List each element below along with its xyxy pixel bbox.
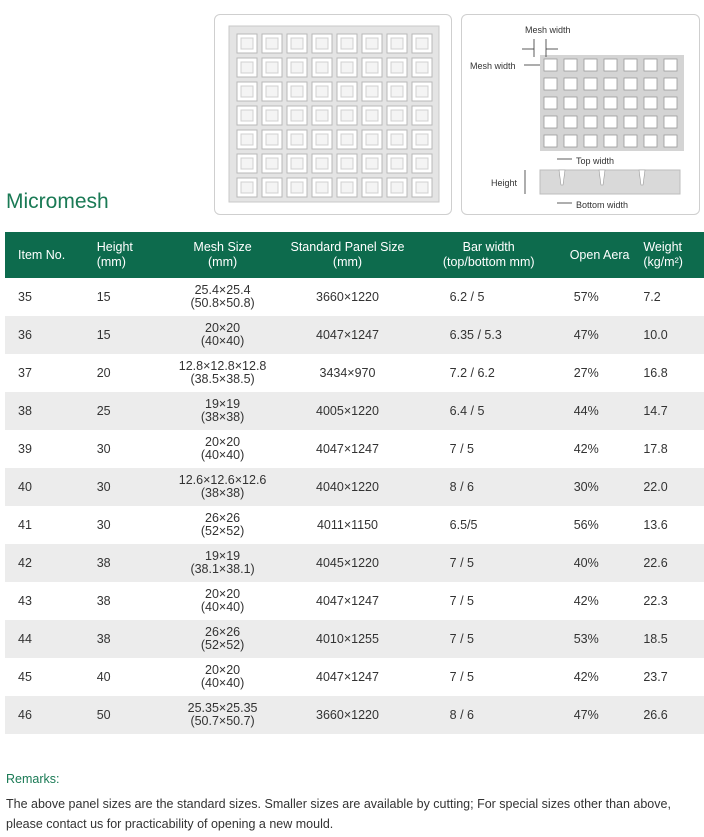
cell-panel-size: 3660×1220 xyxy=(277,696,417,734)
cell-mesh-size: 20×20 (40×40) xyxy=(168,316,277,354)
cell-height: 38 xyxy=(87,620,168,658)
cell-item-no: 46 xyxy=(5,696,87,734)
cell-bar-width: 6.35 / 5.3 xyxy=(418,316,560,354)
cell-weight: 18.5 xyxy=(633,620,704,658)
cell-bar-width: 7 / 5 xyxy=(449,669,474,684)
cell-weight: 14.7 xyxy=(633,392,704,430)
table-row xyxy=(5,658,704,696)
table-row xyxy=(5,316,704,354)
section-title: Micromesh xyxy=(6,190,109,213)
cell-open-area: 47% xyxy=(560,316,634,354)
cell-panel-size: 4047×1247 xyxy=(316,441,379,456)
cell-panel-size: 4047×1247 xyxy=(316,669,379,684)
dimension-diagram xyxy=(461,14,700,215)
cell-weight: 23.7 xyxy=(643,669,668,684)
cell-item-no: 37 xyxy=(18,365,32,380)
grating-photo-illustration xyxy=(215,15,451,214)
cell-mesh-size: 26×26 (52×52) xyxy=(200,511,245,538)
mesh-width-left-label: Mesh width xyxy=(470,61,516,71)
mesh-diagram-illustration xyxy=(462,15,699,214)
table-row xyxy=(5,506,704,544)
table-row xyxy=(5,582,704,620)
cell-weight: 26.6 xyxy=(633,696,704,734)
cell-open-area: 30% xyxy=(560,468,634,506)
cell-mesh-size: 20×20 (40×40) xyxy=(200,663,245,690)
cell-mesh-size: 26×26 (52×52) xyxy=(168,620,277,658)
cell-open-area: 53% xyxy=(560,620,634,658)
table-row xyxy=(5,620,704,658)
col-header-bar-width: Bar width (top/bottom mm) xyxy=(418,232,560,278)
top-width-label: Top width xyxy=(576,156,615,166)
cell-height: 30 xyxy=(87,468,168,506)
cell-item-no: 36 xyxy=(5,316,87,354)
cell-height: 50 xyxy=(87,696,168,734)
cell-item-no: 43 xyxy=(18,593,32,608)
cell-bar-width: 8 / 6 xyxy=(418,468,560,506)
cell-open-area: 44% xyxy=(560,392,634,430)
mesh-width-top-label: Mesh width xyxy=(525,25,571,35)
cell-bar-width: 7.2 / 6.2 xyxy=(449,365,495,380)
cell-weight: 22.0 xyxy=(633,468,704,506)
cell-panel-size: 4010×1255 xyxy=(277,620,417,658)
cell-item-no: 39 xyxy=(18,441,32,456)
table-header-row xyxy=(5,232,704,278)
cell-mesh-size: 20×20 (40×40) xyxy=(200,435,245,462)
cell-bar-width: 8 / 6 xyxy=(418,696,560,734)
remarks-title: Remarks: xyxy=(6,772,60,786)
cell-open-area: 42% xyxy=(573,441,599,456)
cell-height: 38 xyxy=(87,544,168,582)
cell-height: 15 xyxy=(96,289,111,304)
col-header-open-area: Open Aera xyxy=(560,232,634,278)
cell-height: 20 xyxy=(96,365,111,380)
cell-mesh-size: 25.35×25.35 (50.7×50.7) xyxy=(168,696,277,734)
cell-panel-size: 4011×1150 xyxy=(316,517,379,532)
cell-mesh-size: 19×19 (38×38) xyxy=(168,392,277,430)
table-row xyxy=(5,392,704,430)
cell-bar-width: 7 / 5 xyxy=(418,544,560,582)
cell-bar-width: 7 / 5 xyxy=(418,620,560,658)
cell-height: 30 xyxy=(96,441,111,456)
table-row xyxy=(5,468,704,506)
cell-height: 25 xyxy=(87,392,168,430)
cell-open-area: 47% xyxy=(560,696,634,734)
cell-weight: 7.2 xyxy=(643,289,661,304)
cell-height: 40 xyxy=(96,669,111,684)
cell-bar-width: 6.2 / 5 xyxy=(449,289,485,304)
col-header-weight: Weight (kg/m²) xyxy=(633,232,704,278)
cell-panel-size: 4047×1247 xyxy=(277,316,417,354)
table-row xyxy=(5,696,704,734)
cell-item-no: 40 xyxy=(5,468,87,506)
table-row xyxy=(5,354,704,392)
cell-panel-size: 4005×1220 xyxy=(277,392,417,430)
cell-panel-size: 3660×1220 xyxy=(316,289,379,304)
cell-item-no: 41 xyxy=(18,517,32,532)
col-header-height: Height (mm) xyxy=(87,232,168,278)
col-header-item: Item No. xyxy=(5,232,87,278)
cell-bar-width: 7 / 5 xyxy=(449,593,474,608)
cell-panel-size: 4047×1247 xyxy=(316,593,379,608)
cell-item-no: 44 xyxy=(5,620,87,658)
cell-item-no: 42 xyxy=(5,544,87,582)
cell-bar-width: 6.4 / 5 xyxy=(418,392,560,430)
cell-open-area: 27% xyxy=(573,365,599,380)
cell-panel-size: 4040×1220 xyxy=(277,468,417,506)
cell-open-area: 56% xyxy=(573,517,599,532)
cell-height: 30 xyxy=(96,517,111,532)
cell-mesh-size: 12.8×12.8×12.8 (38.5×38.5) xyxy=(178,359,267,386)
remarks-text: The above panel sizes are the standard sizes. Smaller sizes are available by cutting; For special sizes other than above, please contact us for practicability of opening a new mould. xyxy=(6,797,671,831)
cell-height: 15 xyxy=(87,316,168,354)
cell-mesh-size: 20×20 (40×40) xyxy=(200,587,245,614)
table-row xyxy=(5,430,704,468)
cell-item-no: 45 xyxy=(18,669,32,684)
cell-panel-size: 4045×1220 xyxy=(277,544,417,582)
cell-item-no: 38 xyxy=(5,392,87,430)
cell-height: 38 xyxy=(96,593,111,608)
cell-open-area: 42% xyxy=(573,669,599,684)
height-label: Height xyxy=(491,178,518,188)
cell-open-area: 57% xyxy=(573,289,599,304)
bottom-width-label: Bottom width xyxy=(576,200,629,210)
cell-mesh-size: 25.4×25.4 (50.8×50.8) xyxy=(190,283,255,310)
cell-open-area: 40% xyxy=(560,544,634,582)
cell-bar-width: 6.5/5 xyxy=(449,517,478,532)
cell-weight: 22.6 xyxy=(633,544,704,582)
product-photo xyxy=(214,14,452,215)
cell-open-area: 42% xyxy=(573,593,599,608)
cell-mesh-size: 19×19 (38.1×38.1) xyxy=(168,544,277,582)
cell-item-no: 35 xyxy=(18,289,32,304)
cell-mesh-size: 12.6×12.6×12.6 (38×38) xyxy=(168,468,277,506)
cell-panel-size: 3434×970 xyxy=(319,365,376,380)
cell-weight: 13.6 xyxy=(643,517,668,532)
spec-table xyxy=(5,232,704,734)
cell-weight: 10.0 xyxy=(633,316,704,354)
cell-bar-width: 7 / 5 xyxy=(449,441,474,456)
cell-weight: 22.3 xyxy=(643,593,668,608)
cell-weight: 16.8 xyxy=(643,365,668,380)
cell-weight: 17.8 xyxy=(643,441,668,456)
col-header-mesh-size: Mesh Size (mm) xyxy=(168,232,277,278)
table-row xyxy=(5,278,704,316)
col-header-panel-size: Standard Panel Size (mm) xyxy=(277,232,417,278)
table-row xyxy=(5,544,704,582)
